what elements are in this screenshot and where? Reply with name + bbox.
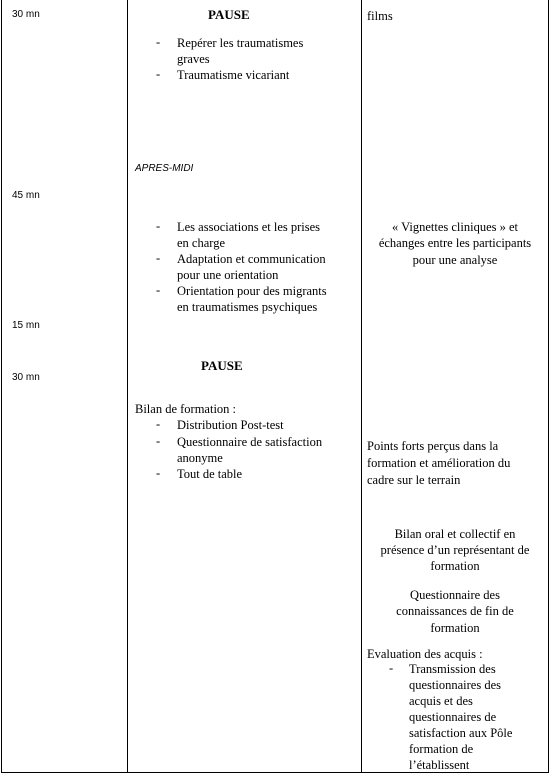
bullet-dash: - (389, 661, 394, 675)
list-item: Tout de table (177, 467, 243, 481)
pause-heading-1: PAUSE (208, 7, 250, 22)
bilan-oral-line: présence d’un représentant de (380, 543, 530, 557)
bullet-dash: - (156, 35, 161, 49)
bullet-dash: - (156, 251, 161, 265)
list-item: Orientation pour des migrants (177, 284, 327, 298)
points-forts-line: formation et amélioration du (367, 456, 511, 470)
bullet-dash: - (156, 219, 161, 233)
bilan-title: Bilan de formation : (135, 402, 237, 416)
list-item: Distribution Post-test (177, 418, 284, 432)
duration-4: 30 mn (12, 372, 40, 383)
evaluation-line: formation de (409, 742, 474, 756)
points-forts-line: Points forts perçus dans la (367, 439, 499, 453)
pause-heading-2: PAUSE (201, 358, 243, 373)
list-item: Adaptation et communication (177, 252, 326, 266)
duration-1: 30 mn (12, 9, 40, 20)
list-item: en traumatismes psychiques (177, 300, 318, 314)
bullet-dash: - (156, 466, 161, 480)
list-item: Les associations et les prises (177, 220, 321, 234)
questionnaire-line: Questionnaire des (410, 588, 500, 602)
bilan-oral-line: formation (430, 559, 480, 573)
bullet-dash: - (156, 434, 161, 448)
bullet-dash: - (156, 417, 161, 431)
evaluation-line: questionnaires des (409, 678, 501, 692)
evaluation-line: satisfaction aux Pôle (409, 726, 513, 740)
vignettes-line: « Vignettes cliniques » et (391, 220, 519, 234)
column-divider-1 (127, 0, 128, 773)
bilan-oral-line: Bilan oral et collectif en (394, 527, 516, 541)
list-item: graves (177, 52, 210, 66)
vignettes-line: échanges entre les participants (378, 236, 532, 250)
bullet-dash: - (156, 283, 161, 297)
column-divider-2 (361, 0, 362, 773)
questionnaire-line: formation (430, 621, 480, 635)
evaluation-title: Evaluation des acquis : (367, 647, 483, 661)
list-item: Questionnaire de satisfaction (177, 435, 323, 449)
list-item: pour une orientation (177, 268, 279, 282)
vignettes-line: pour une analyse (412, 253, 498, 267)
questionnaire-line: connaissances de fin de (396, 604, 514, 618)
films-text: films (367, 9, 393, 23)
list-item: anonyme (177, 451, 223, 465)
duration-2: 45 mn (12, 190, 40, 201)
evaluation-line: questionnaires de (409, 710, 497, 724)
list-item: Repérer les traumatismes (177, 36, 304, 50)
evaluation-line: Transmission des (409, 662, 496, 676)
list-item: en charge (177, 236, 226, 250)
evaluation-line: l’établissent (409, 758, 470, 772)
duration-3: 15 mn (12, 320, 40, 331)
points-forts-line: cadre sur le terrain (367, 473, 461, 487)
evaluation-line: acquis et des (409, 694, 473, 708)
bullet-dash: - (156, 67, 161, 81)
afternoon-label: APRES-MIDI (135, 163, 194, 174)
list-item: Traumatisme vicariant (177, 68, 290, 82)
